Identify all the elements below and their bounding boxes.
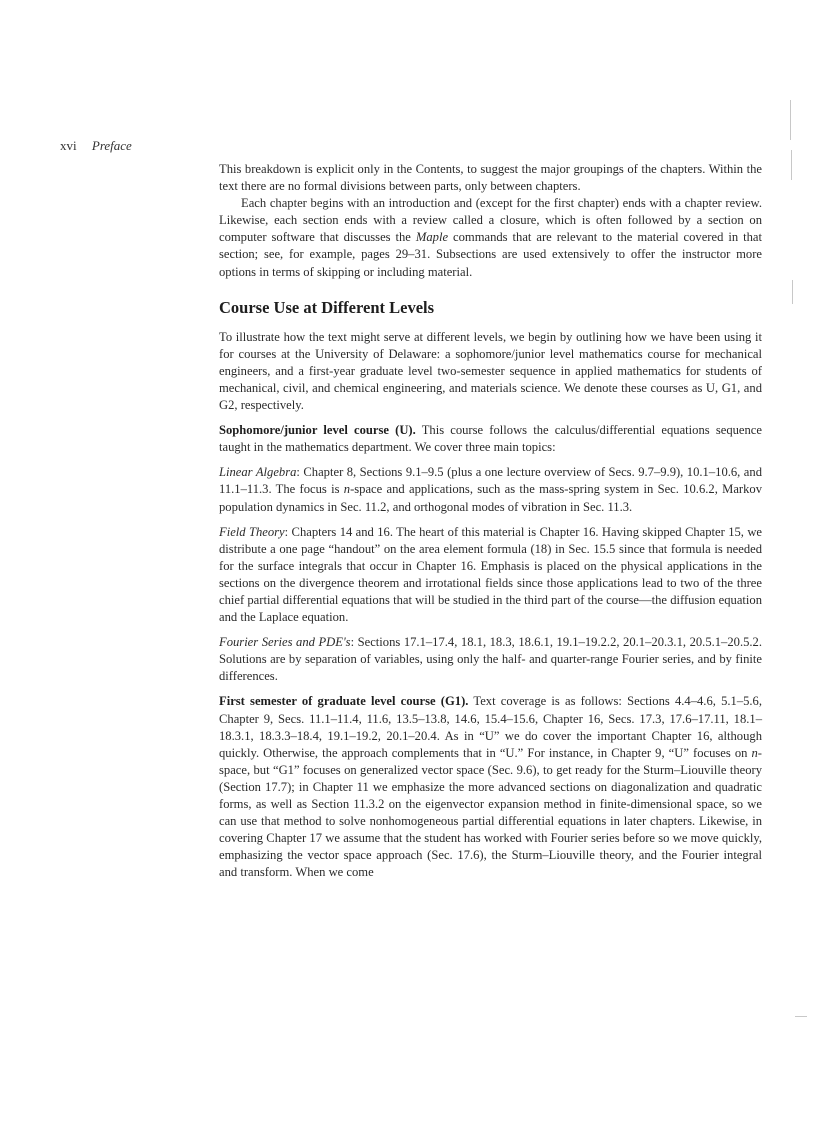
scan-edge-mark — [790, 100, 791, 140]
paragraph-chapter-structure — [219, 195, 762, 280]
page-number: xvi — [60, 138, 77, 153]
scan-edge-mark — [795, 1016, 807, 1017]
scan-edge-mark — [791, 150, 792, 180]
linear-algebra-text-a: : Chapter 8, Sections 9.1–9.5 (plus a one lecture overview of Secs. 9.7–9.9), 10.1–10.6, and 11.1–11.3. The focus is — [219, 465, 762, 497]
paragraph-breakdown: This breakdown is explicit only in the Contents, to suggest the major groupings of the chapters. Within the text there are no formal divisions between parts, only between chapters. — [219, 162, 762, 194]
paragraph-course-intro: To illustrate how the text might serve at different levels, we begin by outlining how we have been using it for courses at the University of Delaware: a sophomore/junior level mathematics course for mechanical engineers, and a first-year graduate level two-semester sequence in applied mathematics for students of mechanical, civil, and chemical engineering, and materials science. We denote these courses as U, G1, and G2, respectively. — [219, 329, 762, 413]
running-head — [60, 138, 132, 154]
chapter-structure-text-a: Each chapter begins with an introduction and (except for the first chapter) ends with a chapter review. Likewise, each section ends with a review called a closure, which is often followed by a section on computer software that discusses the — [219, 196, 762, 245]
fourier-text: : Sections 17.1–17.4, 18.1, 18.3, 18.6.1, 19.1–19.2.2, 20.1–20.3.1, 20.5.1–20.5.2. Solutions are by separation of variables, using only the half- and quarter-range Fourier series, and by finite differences. — [219, 635, 762, 684]
paragraph-undergrad-course — [219, 422, 762, 456]
scan-edge-mark — [792, 280, 793, 304]
linear-algebra-topic: Linear Algebra — [219, 465, 297, 480]
linear-algebra-text-b: -space and applications, such as the mass-spring system in Sec. 10.6.2, Markov population dynamics in Sec. 11.2, and orthogonal modes of vibration in Sec. 11.3. — [219, 482, 762, 514]
maple-term: Maple — [415, 230, 449, 245]
graduate-course-text-a: Text coverage is as follows: Sections 4.4–4.6, 5.1–5.6, Chapter 9, Secs. 11.1–11.4, 11.6, 13.5–13.8, 14.6, 15.4–15.6, Chapter 16, Secs. 17.3, 17.6–17.11, 18.1–18.3.1, 18.3.3–18.4, 19.1–19.2, 20.1–20.4. As in “U” we do cover the important Chapter 16, although quickly. Otherwise, the approach complements that in “U.” For instance, in Chapter 9, “U” focuses on — [219, 694, 763, 760]
field-theory-text: : Chapters 14 and 16. The heart of this material is Chapter 16. Having skipped Chapter 15, we distribute a one page “handout” on the area element formula (18) in Sec. 15.5 since that formula is needed for the surface integrals that occur in Chapter 16. Emphasis is placed on the physical applications in the sections on the divergence theorem and irrotational fields since those applications lead to two of the three chief partial differential equations that will be studied in the third part of the course—the diffusion equation and the Laplace equation. — [219, 524, 763, 625]
fourier-topic: Fourier Series and PDE's — [219, 635, 351, 650]
linear-algebra-n: n — [343, 482, 351, 497]
graduate-course-n: n — [751, 745, 758, 760]
undergrad-course-title: Sophomore/junior level course (U). — [219, 423, 416, 438]
section-heading: Course Use at Different Levels — [219, 297, 435, 317]
page-body — [219, 161, 762, 881]
undergrad-course-text: This course follows the calculus/differential equations sequence taught in the mathematics department. We cover three main topics: — [219, 423, 762, 455]
running-head-section: Preface — [91, 138, 132, 153]
chapter-structure-text-b: commands that are relevant to the material covered in that section; see, for example, pages 29–31. Subsections are used extensively to offer the instructor more options in terms of skipping or including material. — [219, 230, 762, 279]
paragraph-linear-algebra — [219, 464, 762, 515]
paragraph-graduate-course — [219, 693, 762, 881]
graduate-course-title: First semester of graduate level course (G1). — [219, 694, 469, 709]
paragraph-fourier — [219, 634, 762, 685]
field-theory-topic: Field Theory — [219, 524, 285, 539]
graduate-course-text-b: -space, but “G1” focuses on generalized vector space (Sec. 9.6), to get ready for the Sturm–Liouville theory (Section 17.7); in Chapter 11 we emphasize the more advanced sections on diagonalization and quadratic forms, as well as Section 11.3.2 on the eigenvector expansion method in finite-dimensional space, so we can use that method to solve nonhomogeneous partial differential equations in later chapters. Likewise, in covering Chapter 17 we assume that the student has worked with Fourier series before so we move quickly, emphasizing the vector space approach (Sec. 17.6), the Sturm–Liouville theory, and the Fourier integral and transform. When we come — [219, 745, 762, 880]
paragraph-field-theory — [219, 524, 762, 627]
